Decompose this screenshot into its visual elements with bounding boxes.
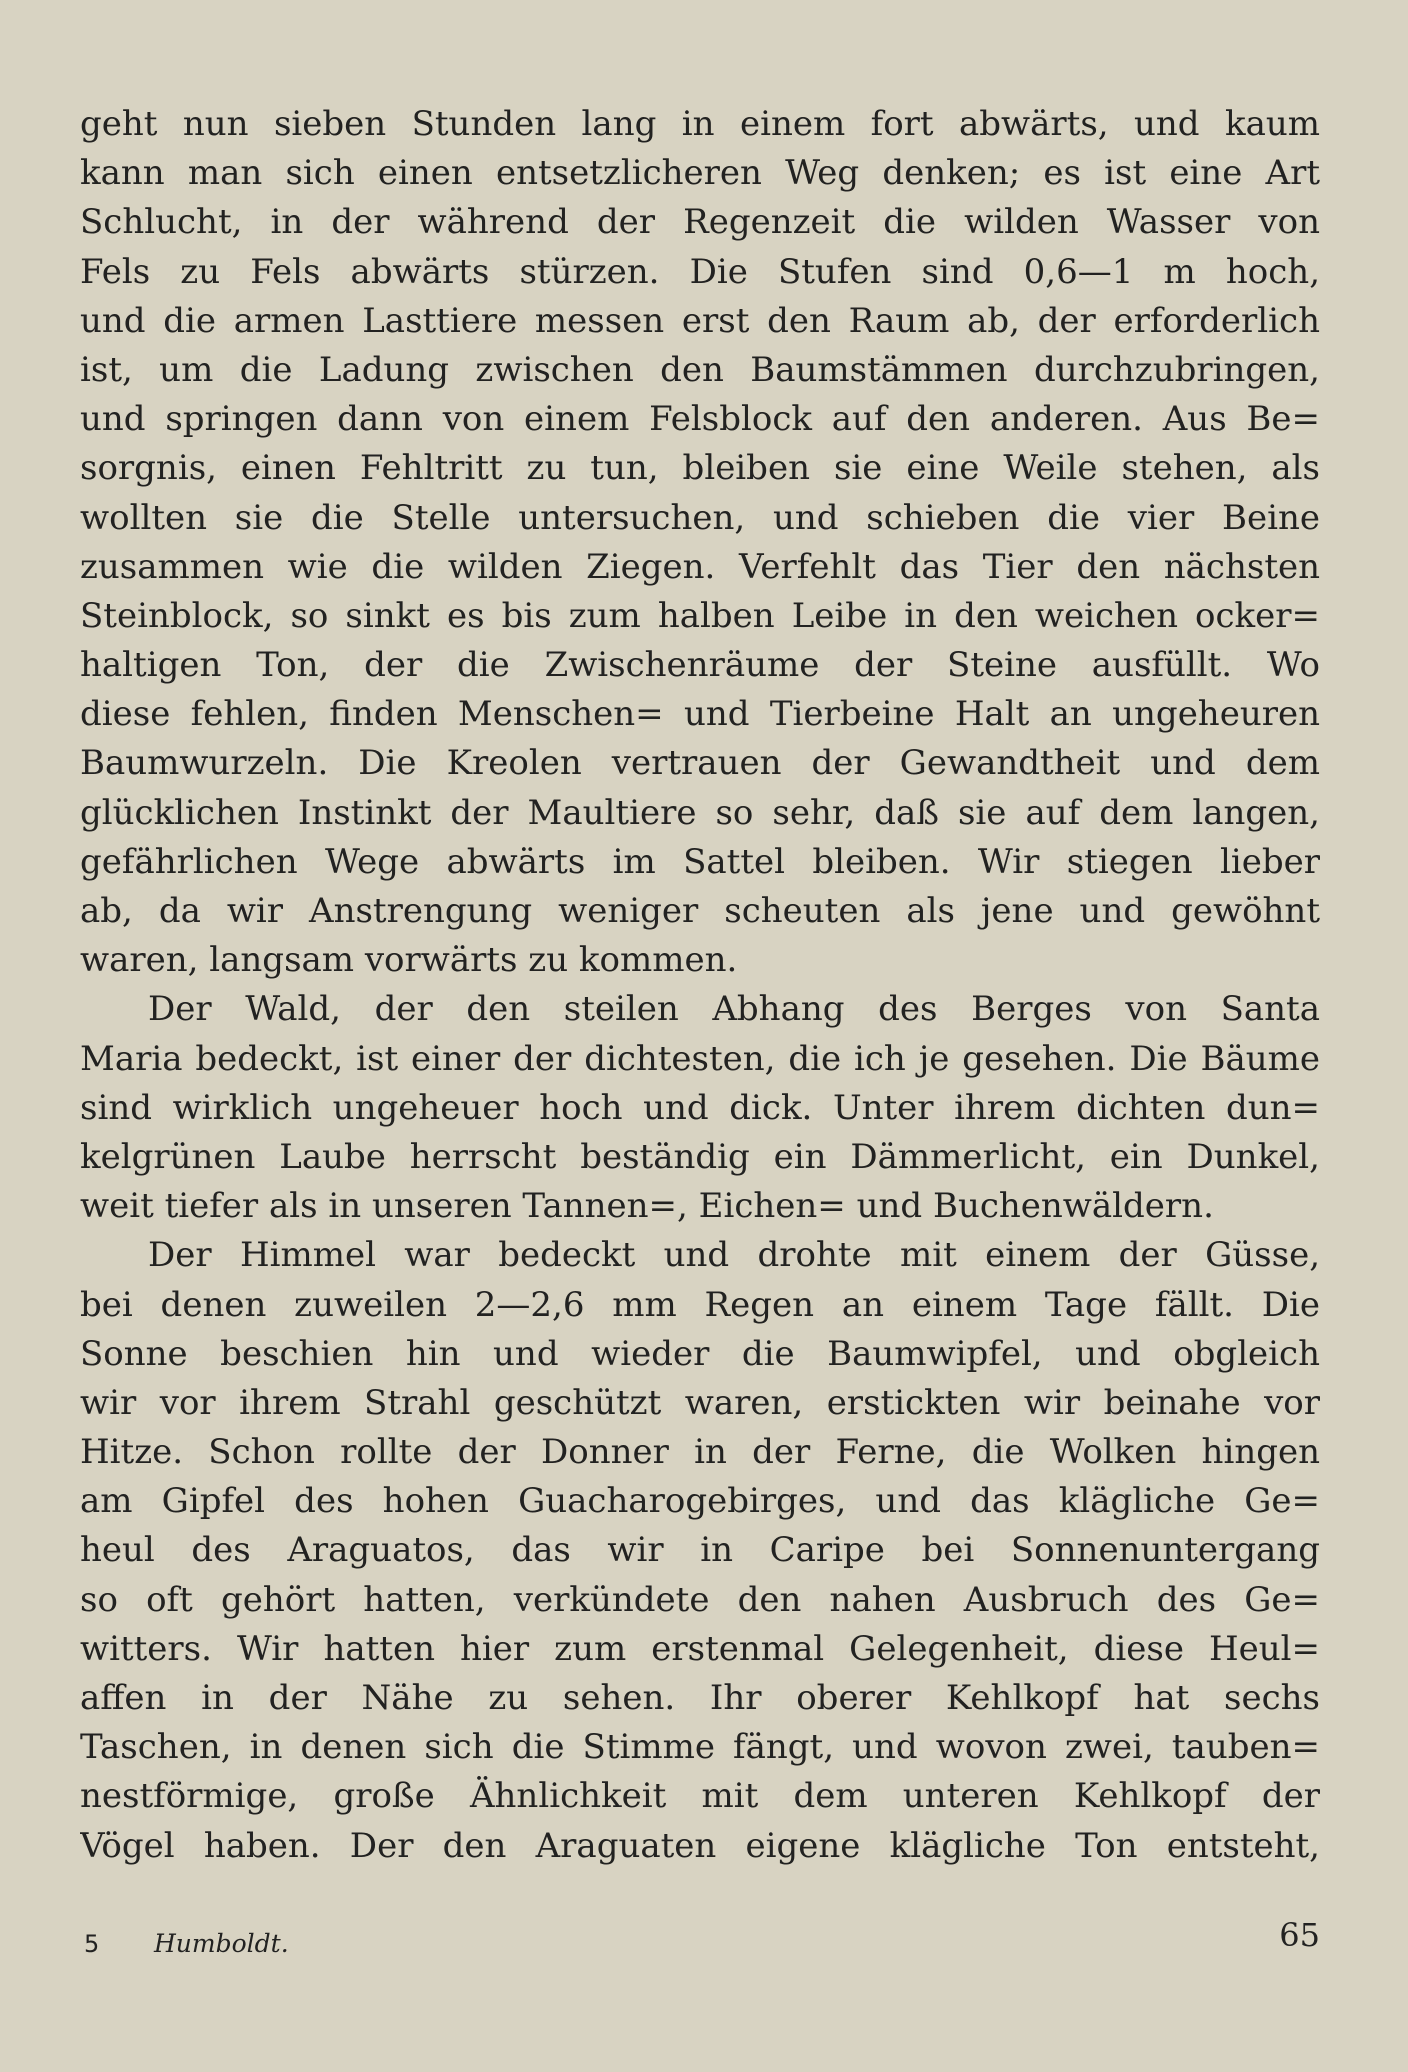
text-line: gefährlichen Wege abwärts im Sattel bleiben. Wir stiegen lieber	[80, 841, 1320, 882]
text-line: und springen dann von einem Felsblock auf den anderen. Aus Be=	[80, 399, 1320, 440]
text-line: witters. Wir hatten hier zum erstenmal Gelegenheit, diese Heul=	[80, 1628, 1320, 1669]
text-line: haltigen Ton, der die Zwischenräume der Steine ausfüllt. Wo	[80, 645, 1320, 686]
text-line: heul des Araguatos, das wir in Caripe bei Sonnenuntergang	[80, 1530, 1320, 1571]
text-line: waren, langsam vorwärts zu kommen.	[80, 940, 738, 981]
text-line: kelgrünen Laube herrscht beständig ein Dämmerlicht, ein Dunkel,	[80, 1136, 1320, 1177]
text-line: ist, um die Ladung zwischen den Baumstämmen durchzubringen,	[80, 349, 1320, 390]
text-line: Hitze. Schon rollte der Donner in der Ferne, die Wolken hingen	[80, 1432, 1320, 1473]
text-line: Steinblock, so sinkt es bis zum halben Leibe in den weichen ocker=	[80, 595, 1320, 636]
text-line: Baumwurzeln. Die Kreolen vertrauen der Gewandtheit und dem	[80, 743, 1320, 784]
text-line: geht nun sieben Stunden lang in einem fort abwärts, und kaum	[80, 104, 1320, 144]
text-line: ab, da wir Anstrengung weniger scheuten als jene und gewöhnt	[80, 891, 1320, 931]
text-line: so oft gehört hatten, verkündete den nahen Ausbruch des Ge=	[80, 1579, 1320, 1620]
text-line: Fels zu Fels abwärts stürzen. Die Stufen sind 0,6—1 m hoch,	[80, 251, 1320, 292]
text-line: sorgnis, einen Fehltritt zu tun, bleiben sie eine Weile stehen, als	[80, 448, 1320, 489]
signature-number: 5	[84, 1930, 100, 1958]
text-line: wir vor ihrem Strahl geschützt waren, erstickten wir beinahe vor	[80, 1382, 1320, 1423]
page-number: 65	[1279, 1916, 1320, 1954]
text-line: Sonne beschien hin und wieder die Baumwipfel, und obgleich	[80, 1333, 1320, 1374]
text-line: kann man sich einen entsetzlicheren Weg denken; es ist eine Art	[80, 153, 1320, 194]
text-line: affen in der Nähe zu sehen. Ihr oberer Kehlkopf hat sechs	[80, 1678, 1320, 1718]
text-line: Maria bedeckt, ist einer der dichtesten, die ich je gesehen. Die Bäume	[80, 1038, 1320, 1079]
text-line: Der Himmel war bedeckt und drohte mit einem der Güsse,	[148, 1235, 1320, 1276]
text-line: wollten sie die Stelle untersuchen, und schieben die vier Beine	[80, 497, 1320, 538]
text-line: Der Wald, der den steilen Abhang des Berges von Santa	[148, 989, 1320, 1030]
text-line: nestförmige, große Ähnlichkeit mit dem unteren Kehlkopf der	[80, 1776, 1320, 1817]
text-line: Vögel haben. Der den Araguaten eigene klägliche Ton entsteht,	[80, 1825, 1320, 1866]
text-line: sind wirklich ungeheuer hoch und dick. Unter ihrem dichten dun=	[80, 1087, 1320, 1128]
text-line: zusammen wie die wilden Ziegen. Verfehlt das Tier den nächsten	[80, 546, 1320, 587]
text-line: am Gipfel des hohen Guacharogebirges, und das klägliche Ge=	[80, 1481, 1320, 1522]
text-line: bei denen zuweilen 2—2,6 mm Regen an einem Tage fällt. Die	[80, 1284, 1320, 1325]
signature-author: Humboldt.	[154, 1929, 289, 1958]
text-line: diese fehlen, finden Menschen= und Tierbeine Halt an ungeheuren	[80, 694, 1320, 735]
text-line: glücklichen Instinkt der Maultiere so sehr, daß sie auf dem langen,	[80, 792, 1320, 833]
text-line: und die armen Lasttiere messen erst den Raum ab, der erforderlich	[80, 300, 1320, 341]
text-line: Taschen, in denen sich die Stimme fängt, und wovon zwei, tauben=	[80, 1727, 1320, 1768]
body-text	[80, 100, 1320, 1871]
page-footer	[80, 1916, 1320, 1960]
text-line: weit tiefer als in unseren Tannen=, Eichen= und Buchenwäldern.	[80, 1186, 1214, 1227]
text-line: Schlucht, in der während der Regenzeit die wilden Wasser von	[80, 202, 1320, 243]
